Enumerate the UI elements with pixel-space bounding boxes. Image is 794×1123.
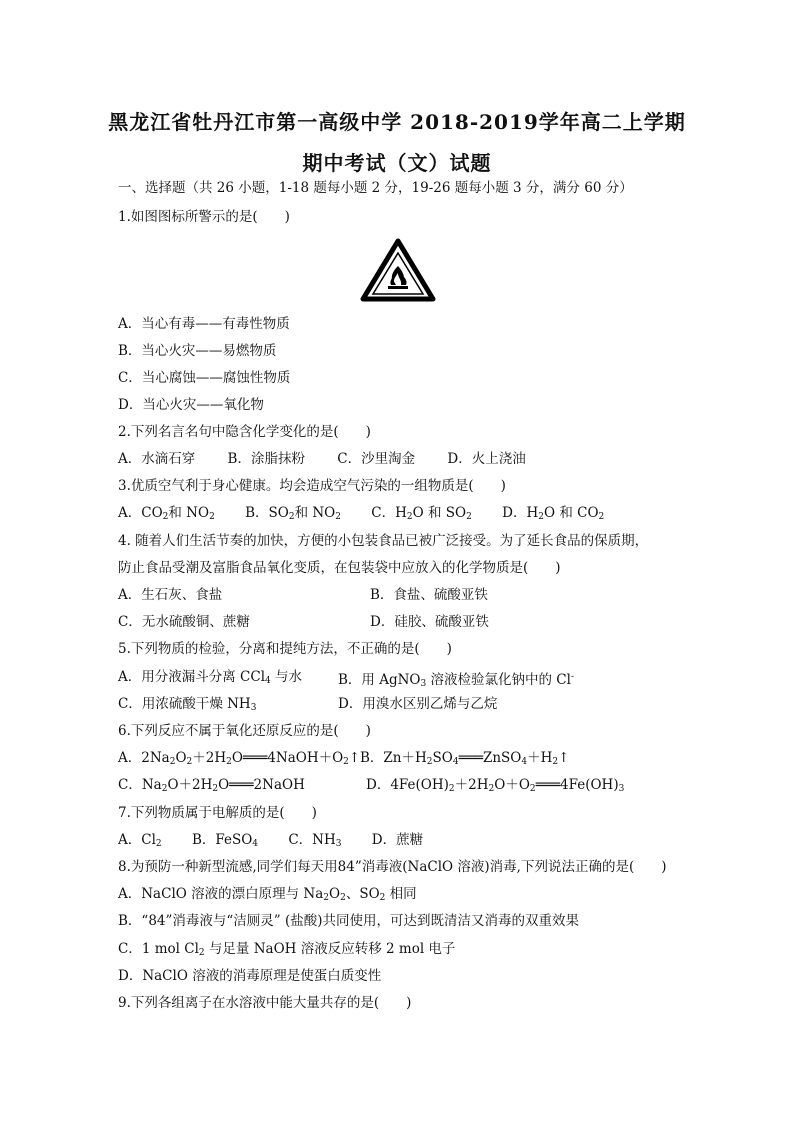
question-3-stem: 3.优质空气利于身心健康。均会造成空气污染的一组物质是( ) (118, 478, 506, 494)
question-5-stem: 5.下列物质的检验，分离和提纯方法，不正确的是( ) (118, 641, 452, 657)
question-3-option-c: C．$H_2O$ 和 $SO_2$ (371, 505, 472, 522)
question-2-options (118, 450, 526, 468)
question-7-options (118, 831, 423, 853)
question-7-option-b: B．FeSO$_4$ (191, 832, 259, 849)
question-7-option-c: C．$NH_3$ (288, 832, 342, 849)
question-3-option-a: A．$CO_2$和 $NO_2$ (118, 505, 215, 522)
question-3-options (118, 504, 604, 526)
question-5-option-d: D．用溴水区别乙烯与乙烷 (338, 696, 498, 712)
question-6-stem: 6.下列反应不属于氧化还原反应的是( ) (118, 723, 371, 739)
question-5-option-b: B．用 AgNO$_3$ 溶液检验氯化钠中的 Cl- (338, 672, 574, 689)
question-6-option-c: C．$Na_2O+2H_2O═══2NaOH$ (118, 777, 305, 794)
flammable-warning-icon (360, 238, 436, 302)
question-7-option-a: A．$Cl_2$ (118, 832, 162, 849)
question-2-option-c: C．沙里淘金 (337, 451, 416, 467)
section-heading: 一、选择题（共 26 小题，1-18 题每小题 2 分，19-26 题每小题 3 分，满分 60 分） (118, 180, 633, 196)
question-6-option-d: D．$4Fe(OH)_2+2H_2O+O_2═══4Fe(OH)_3$ (366, 777, 625, 794)
question-2-option-a: A．水滴石穿 (118, 451, 196, 467)
question-4-option-a: A．生石灰、食盐 (118, 587, 223, 603)
question-5-option-a: A．用分液漏斗分离 CCl$_4$ 与水 (118, 669, 303, 686)
question-4-stem-line1: 4. 随着人们生活节奏的加快，方便的小包装食品已被广泛接受。为了延长食品的保质期， (118, 533, 649, 549)
question-8-option-d: D．NaClO 溶液的消毒原理是使蛋白质变性 (118, 968, 382, 984)
question-4-option-c: C．无水硫酸铜、蔗糖 (118, 614, 250, 630)
question-9-stem: 9.下列各组离子在水溶液中能大量共存的是( ) (118, 995, 412, 1011)
question-2-option-d: D．火上浇油 (447, 451, 526, 467)
question-6-option-b: B．$Zn+H_2SO_4═══ZnSO_4+H_2↑$ (360, 750, 570, 767)
question-7-stem: 7.下列物质属于电解质的是( ) (118, 805, 317, 821)
question-3-option-d: D．$H_2O$ 和 $CO_2$ (502, 505, 605, 522)
question-4-option-b: B．食盐、硫酸亚铁 (370, 587, 488, 603)
question-1-stem: 1.如图图标所警示的是( ) (118, 209, 290, 225)
question-1-option-d: D．当心火灾——氧化物 (118, 397, 264, 413)
exam-title-line1: 黑龙江省牡丹江市第一高级中学 2018-2019学年高二上学期 (108, 110, 686, 134)
question-6-option-a: A．$2Na_2O_2+2H_2O═══4NaOH+O_2↑$ (118, 750, 361, 767)
question-7-option-d: D．蔗糖 (371, 832, 424, 848)
question-5-option-c: C．用浓硫酸干燥 $NH_3$ (118, 696, 257, 713)
question-8-option-b: B．“84”消毒液与“洁厕灵” (盐酸)共同使用，可达到既清洁又消毒的双重效果 (118, 913, 580, 929)
question-4-stem-line2: 防止食品受潮及富脂食品氧化变质，在包装袋中应放入的化学物质是( ) (118, 560, 561, 576)
exam-title-line2: 期中考试（文）试题 (302, 151, 492, 175)
question-8-stem: 8.为预防一种新型流感,同学们每天用84”消毒液(NaClO 溶液)消毒,下列说法正确的是( ) (118, 859, 667, 875)
question-2-option-b: B．涂脂抹粉 (227, 451, 305, 467)
question-4-option-d: D．硅胶、硫酸亚铁 (370, 614, 489, 630)
question-2-stem: 2.下列名言名句中隐含化学变化的是( ) (118, 424, 371, 440)
question-1-option-c: C．当心腐蚀——腐蚀性物质 (118, 370, 291, 386)
question-3-option-b: B．$SO_2$和 $NO_2$ (245, 505, 341, 522)
question-1-option-b: B．当心火灾——易燃物质 (118, 343, 277, 359)
question-8-option-c: C．1 mol $Cl_2$ 与足量 NaOH 溶液反应转移 2 mol 电子 (118, 941, 456, 958)
question-8-option-a: A．NaClO 溶液的漂白原理与 $Na_2O_2$、$SO_2$ 相同 (118, 886, 417, 903)
question-1-option-a: A．当心有毒——有毒性物质 (118, 316, 290, 332)
